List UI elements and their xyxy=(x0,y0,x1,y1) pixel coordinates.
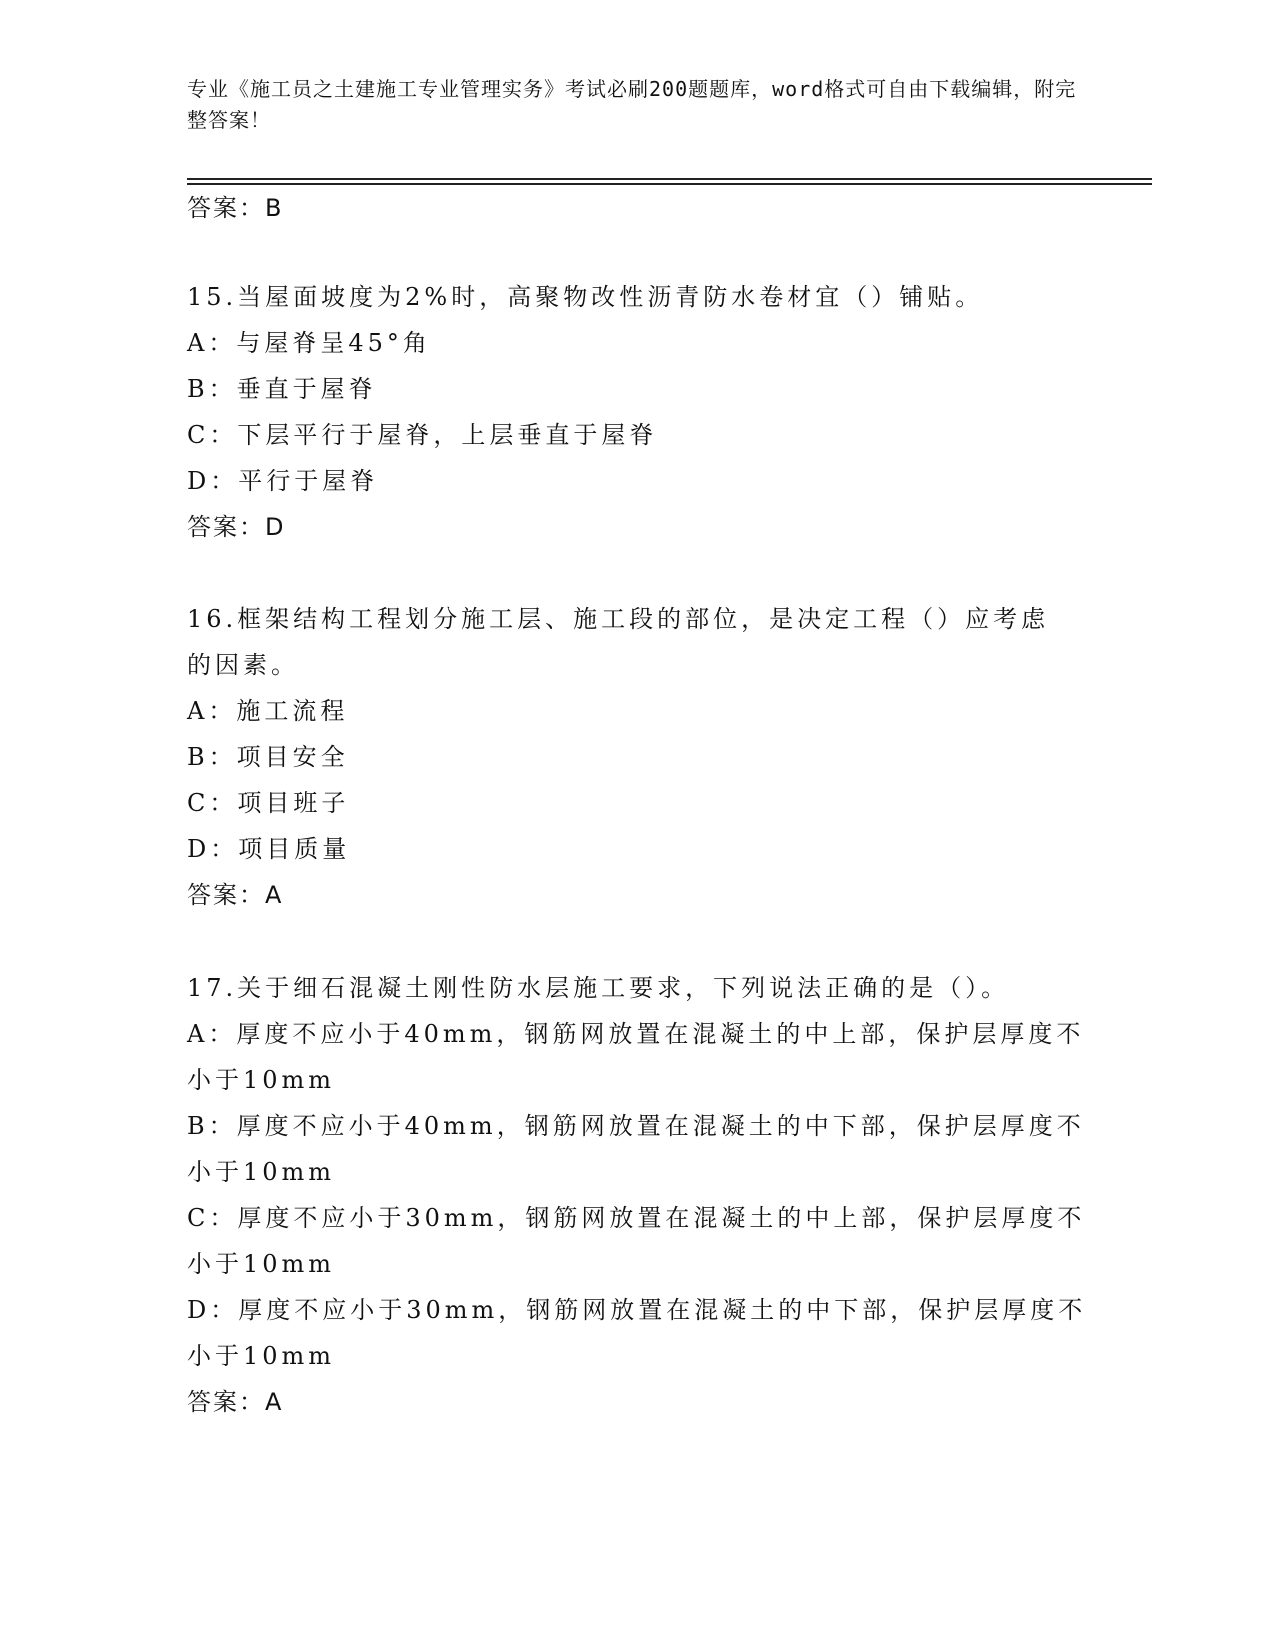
question-stem-continued: 的因素。 xyxy=(187,651,299,679)
answer: 答案：A xyxy=(187,881,284,909)
option-a: A：施工流程 xyxy=(187,697,349,725)
question-17 xyxy=(187,965,1087,1425)
question-16 xyxy=(187,596,1087,918)
option-b: B：项目安全 xyxy=(187,743,349,771)
answer: 答案：A xyxy=(187,1388,284,1416)
option-a: A：厚度不应小于40mm，钢筋网放置在混凝土的中上部，保护层厚度不 小于10mm xyxy=(187,1020,1085,1094)
option-d: D：厚度不应小于30mm，钢筋网放置在混凝土的中下部，保护层厚度不 小于10mm xyxy=(187,1296,1087,1370)
document-header: 专业《施工员之土建施工专业管理实务》考试必刷200题题库，word格式可自由下载编辑，附完整答案！ xyxy=(187,77,1077,132)
question-stem: 16.框架结构工程划分施工层、施工段的部位，是决定工程（）应考虑 xyxy=(187,605,1050,633)
option-a: A：与屋脊呈45°角 xyxy=(187,329,431,357)
option-d: D：项目质量 xyxy=(187,835,351,863)
question-stem: 15.当屋面坡度为2%时，高聚物改性沥青防水卷材宜（）铺贴。 xyxy=(187,283,984,311)
previous-answer: 答案：B xyxy=(187,194,284,222)
question-stem: 17.关于细石混凝土刚性防水层施工要求，下列说法正确的是（）。 xyxy=(187,974,1010,1002)
option-b: B：垂直于屋脊 xyxy=(187,375,377,403)
option-c: C：下层平行于屋脊，上层垂直于屋脊 xyxy=(187,421,658,449)
question-15 xyxy=(187,274,1087,550)
option-c: C：厚度不应小于30mm，钢筋网放置在混凝土的中上部，保护层厚度不 小于10mm xyxy=(187,1204,1086,1278)
option-c: C：项目班子 xyxy=(187,789,350,817)
answer: 答案：D xyxy=(187,513,286,541)
header-divider-top xyxy=(187,178,1152,180)
option-b: B：厚度不应小于40mm，钢筋网放置在混凝土的中下部，保护层厚度不 小于10mm xyxy=(187,1112,1085,1186)
option-d: D：平行于屋脊 xyxy=(187,467,379,495)
